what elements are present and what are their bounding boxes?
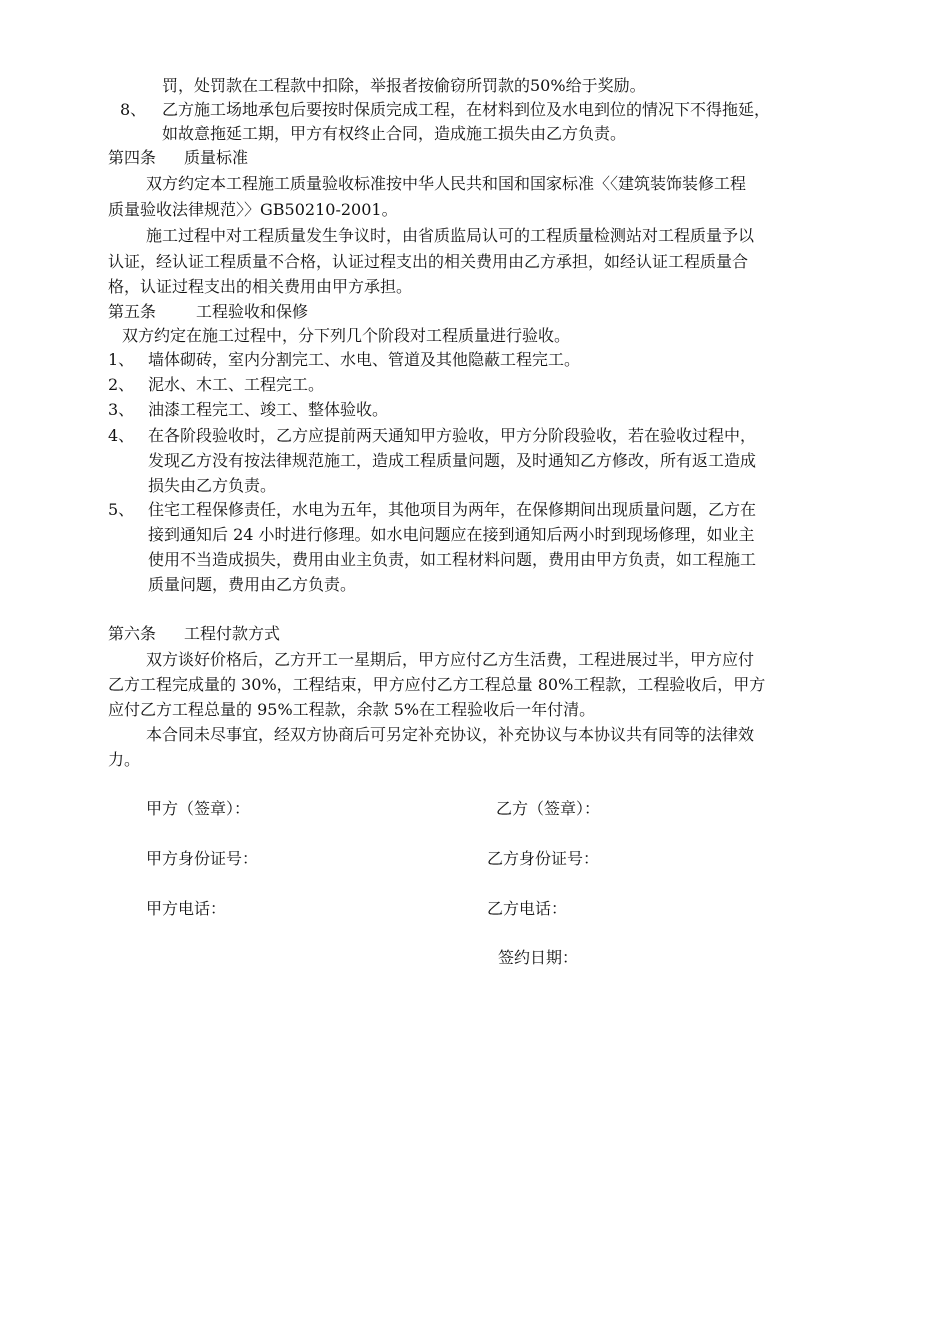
article4-number: 第四条 [108, 148, 157, 167]
item8-line-2: 如故意拖延工期，甲方有权终止合同，造成施工损失由乙方负责。 [162, 124, 627, 143]
article5-item4-line-2: 发现乙方没有按法律规范施工，造成工程质量问题，及时通知乙方修改，所有返工造成 [148, 451, 757, 470]
article5-item1-line-1: 墙体砌砖，室内分割完工、水电、管道及其他隐蔽工程完工。 [148, 350, 581, 369]
article5-item3-number: 3、 [108, 400, 135, 419]
article5-item5-line-2: 接到通知后 24 小时进行修理。如水电问题应在接到通知后两小时到现场修理，如业主 [148, 525, 755, 544]
party-a-seal-label: 甲方（签章）： [146, 799, 251, 818]
party-b-id-label: 乙方身份证号： [487, 849, 600, 868]
article5-item5-line-4: 质量问题，费用由乙方负责。 [148, 575, 357, 594]
article4-p1-line-2: 质量验收法律规范〉〉GB50210-2001。 [108, 200, 398, 219]
article6-title: 工程付款方式 [184, 624, 281, 643]
article5-number: 第五条 [108, 302, 157, 321]
item8-line-1: 乙方施工场地承包后要按时保质完成工程，在材料到位及水电到位的情况下不得拖延， [162, 100, 771, 119]
article5-item4-line-1: 在各阶段验收时，乙方应提前两天通知甲方验收，甲方分阶段验收，若在验收过程中， [148, 426, 757, 445]
article5-item2-line-1: 泥水、木工、工程完工。 [148, 375, 325, 394]
article6-p2-line-1: 本合同未尽事宜，经双方协商后可另定补充协议，补充协议与本协议共有同等的法律效 [146, 725, 755, 744]
party-b-seal-label: 乙方（签章）： [496, 799, 601, 818]
article4-p2-line-2: 认证，经认证工程质量不合格，认证过程支出的相关费用由乙方承担，如经认证工程质量合 [108, 252, 749, 271]
article4-p2-line-1: 施工过程中对工程质量发生争议时，由省质监局认可的工程质量检测站对工程质量予以 [146, 226, 755, 245]
article5-item5-line-3: 使用不当造成损失，费用由业主负责，如工程材料问题，费用由甲方负责，如工程施工 [148, 550, 757, 569]
article6-heading [108, 622, 280, 646]
article5-heading [108, 300, 308, 324]
article5-item5-number: 5、 [108, 500, 135, 519]
article4-p1-line-1: 双方约定本工程施工质量验收标准按中华人民共和国和国家标准〈〈建筑装饰装修工程 [146, 174, 747, 193]
article5-title: 工程验收和保修 [196, 302, 309, 321]
article6-p1-line-3: 应付乙方工程总量的 95%工程款，余款 5%在工程验收后一年付清。 [108, 700, 596, 719]
party-b-phone-label: 乙方电话： [487, 899, 568, 918]
article4-heading [108, 146, 248, 170]
item7-continuation: 罚，处罚款在工程款中扣除，举报者按偷窃所罚款的50%给于奖励。 [162, 76, 646, 95]
article5-intro: 双方约定在施工过程中，分下列几个阶段对工程质量进行验收。 [122, 326, 571, 345]
sign-date-label: 签约日期： [498, 948, 579, 967]
article5-item4-number: 4、 [108, 426, 135, 445]
article5-item3-line-1: 油漆工程完工、竣工、整体验收。 [148, 400, 389, 419]
article6-number: 第六条 [108, 624, 157, 643]
article5-item5-line-1: 住宅工程保修责任，水电为五年，其他项目为两年，在保修期间出现质量问题，乙方在 [148, 500, 757, 519]
article5-item4-line-3: 损失由乙方负责。 [148, 476, 277, 495]
article4-title: 质量标准 [184, 148, 249, 167]
party-a-phone-label: 甲方电话： [146, 899, 227, 918]
article5-item1-number: 1、 [108, 350, 135, 369]
article6-p1-line-1: 双方谈好价格后，乙方开工一星期后，甲方应付乙方生活费，工程进展过半，甲方应付 [146, 650, 755, 669]
article6-p1-line-2: 乙方工程完成量的 30%，工程结束，甲方应付乙方工程总量 80%工程款，工程验收后，甲方 [108, 675, 766, 694]
item8-number: 8、 [120, 100, 147, 119]
party-a-id-label: 甲方身份证号： [146, 849, 259, 868]
article4-p2-line-3: 格，认证过程支出的相关费用由甲方承担。 [108, 277, 413, 296]
article6-p2-line-2: 力。 [108, 750, 141, 769]
article5-item2-number: 2、 [108, 375, 135, 394]
